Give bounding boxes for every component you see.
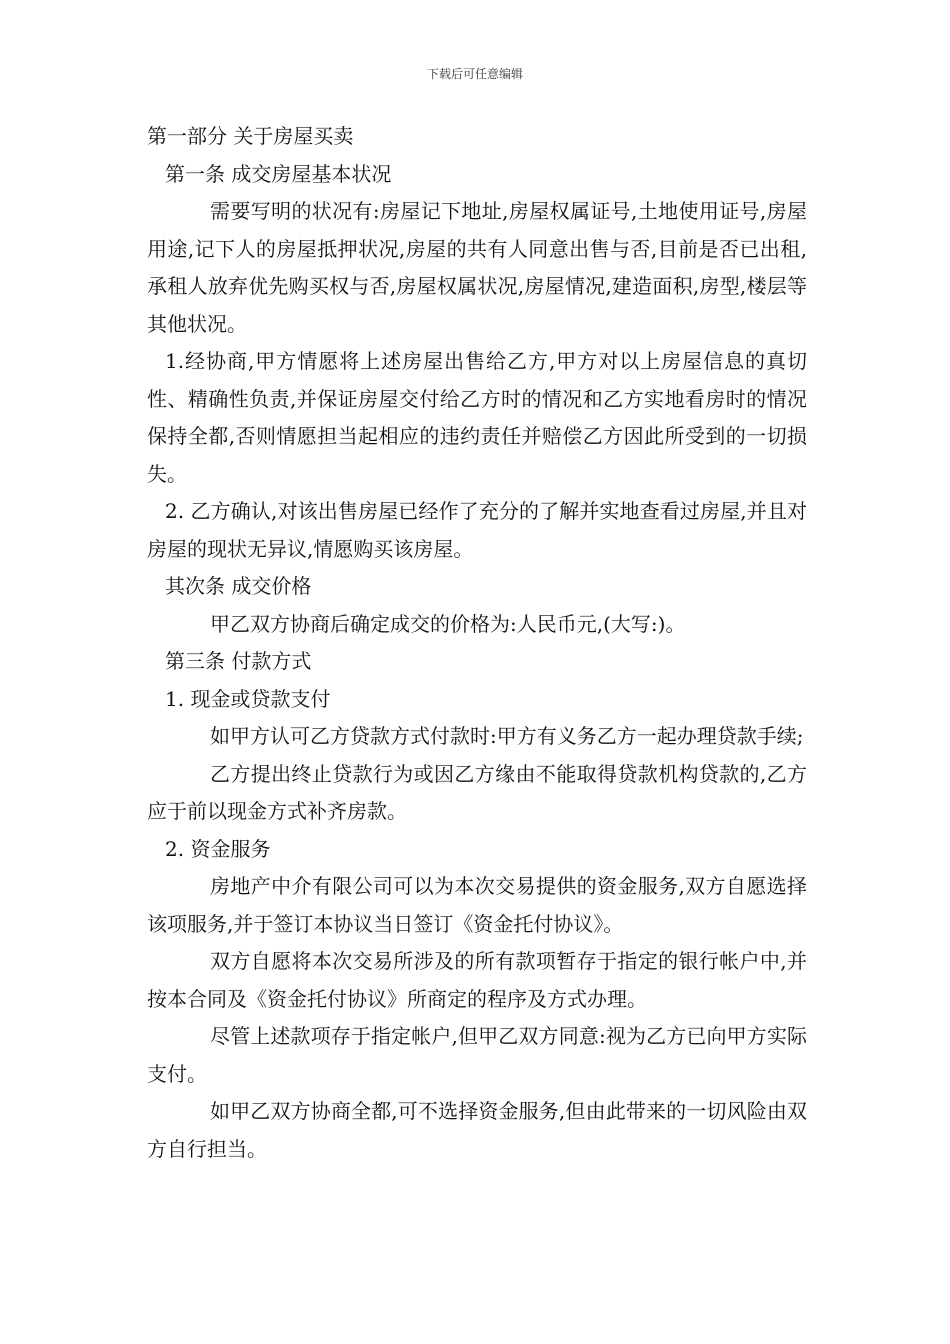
paragraph: 甲乙双方协商后确定成交的价格为:人民币元,(大写:)。 [210, 611, 686, 636]
paragraph: 如甲乙双方协商全都,可不选择资金服务,但由此带来的一切风险由双方自行担当。 [147, 1099, 807, 1161]
article-heading: 其次条 成交价格 [165, 574, 312, 598]
numbered-paragraph: 2. 乙方确认,对该出售房屋已经作了充分的了解并实地查看过房屋,并且对房屋的现状无异议,情愿购买该房屋。 [147, 499, 807, 561]
sub-heading: 1. 现金或贷款支付 [165, 686, 331, 711]
page-header: 下载后可任意编辑 [426, 67, 523, 81]
paragraph: 房地产中介有限公司可以为本次交易提供的资金服务,双方自愿选择该项服务,并于签订本协议当日签订《资金托付协议》。 [147, 874, 807, 936]
numbered-paragraph: 1.经协商,甲方情愿将上述房屋出售给乙方,甲方对以上房屋信息的真切性、精确性负责,并保证房屋交付给乙方时的情况和乙方实地看房时的情况保持全都,否则情愿担当起相应的违约责任并赔偿乙方因此所受到的一切损失。 [147, 349, 807, 486]
part-heading: 第一部分 关于房屋买卖 [147, 124, 354, 148]
paragraph: 双方自愿将本次交易所涉及的所有款项暂存于指定的银行帐户中,并按本合同及《资金托付协议》所商定的程序及方式办理。 [147, 949, 807, 1011]
sub-heading: 2. 资金服务 [165, 836, 271, 861]
document-body [147, 118, 807, 1168]
paragraph: 如甲方认可乙方贷款方式付款时:甲方有义务乙方一起办理贷款手续; [210, 724, 804, 748]
paragraph: 需要写明的状况有:房屋记下地址,房屋权属证号,土地使用证号,房屋用途,记下人的房屋抵押状况,房屋的共有人同意出售与否,目前是否已出租,承租人放弃优先购买权与否,房屋权属状况,房屋情况,建造面积,房型,楼层等其他状况。 [147, 199, 807, 336]
article-heading: 第三条 付款方式 [165, 649, 312, 673]
paragraph: 尽管上述款项存于指定帐户,但甲乙双方同意:视为乙方已向甲方实际支付。 [147, 1024, 807, 1086]
paragraph: 乙方提出终止贷款行为或因乙方缘由不能取得贷款机构贷款的,乙方应于前以现金方式补齐房款。 [147, 761, 807, 823]
article-heading: 第一条 成交房屋基本状况 [165, 161, 392, 186]
